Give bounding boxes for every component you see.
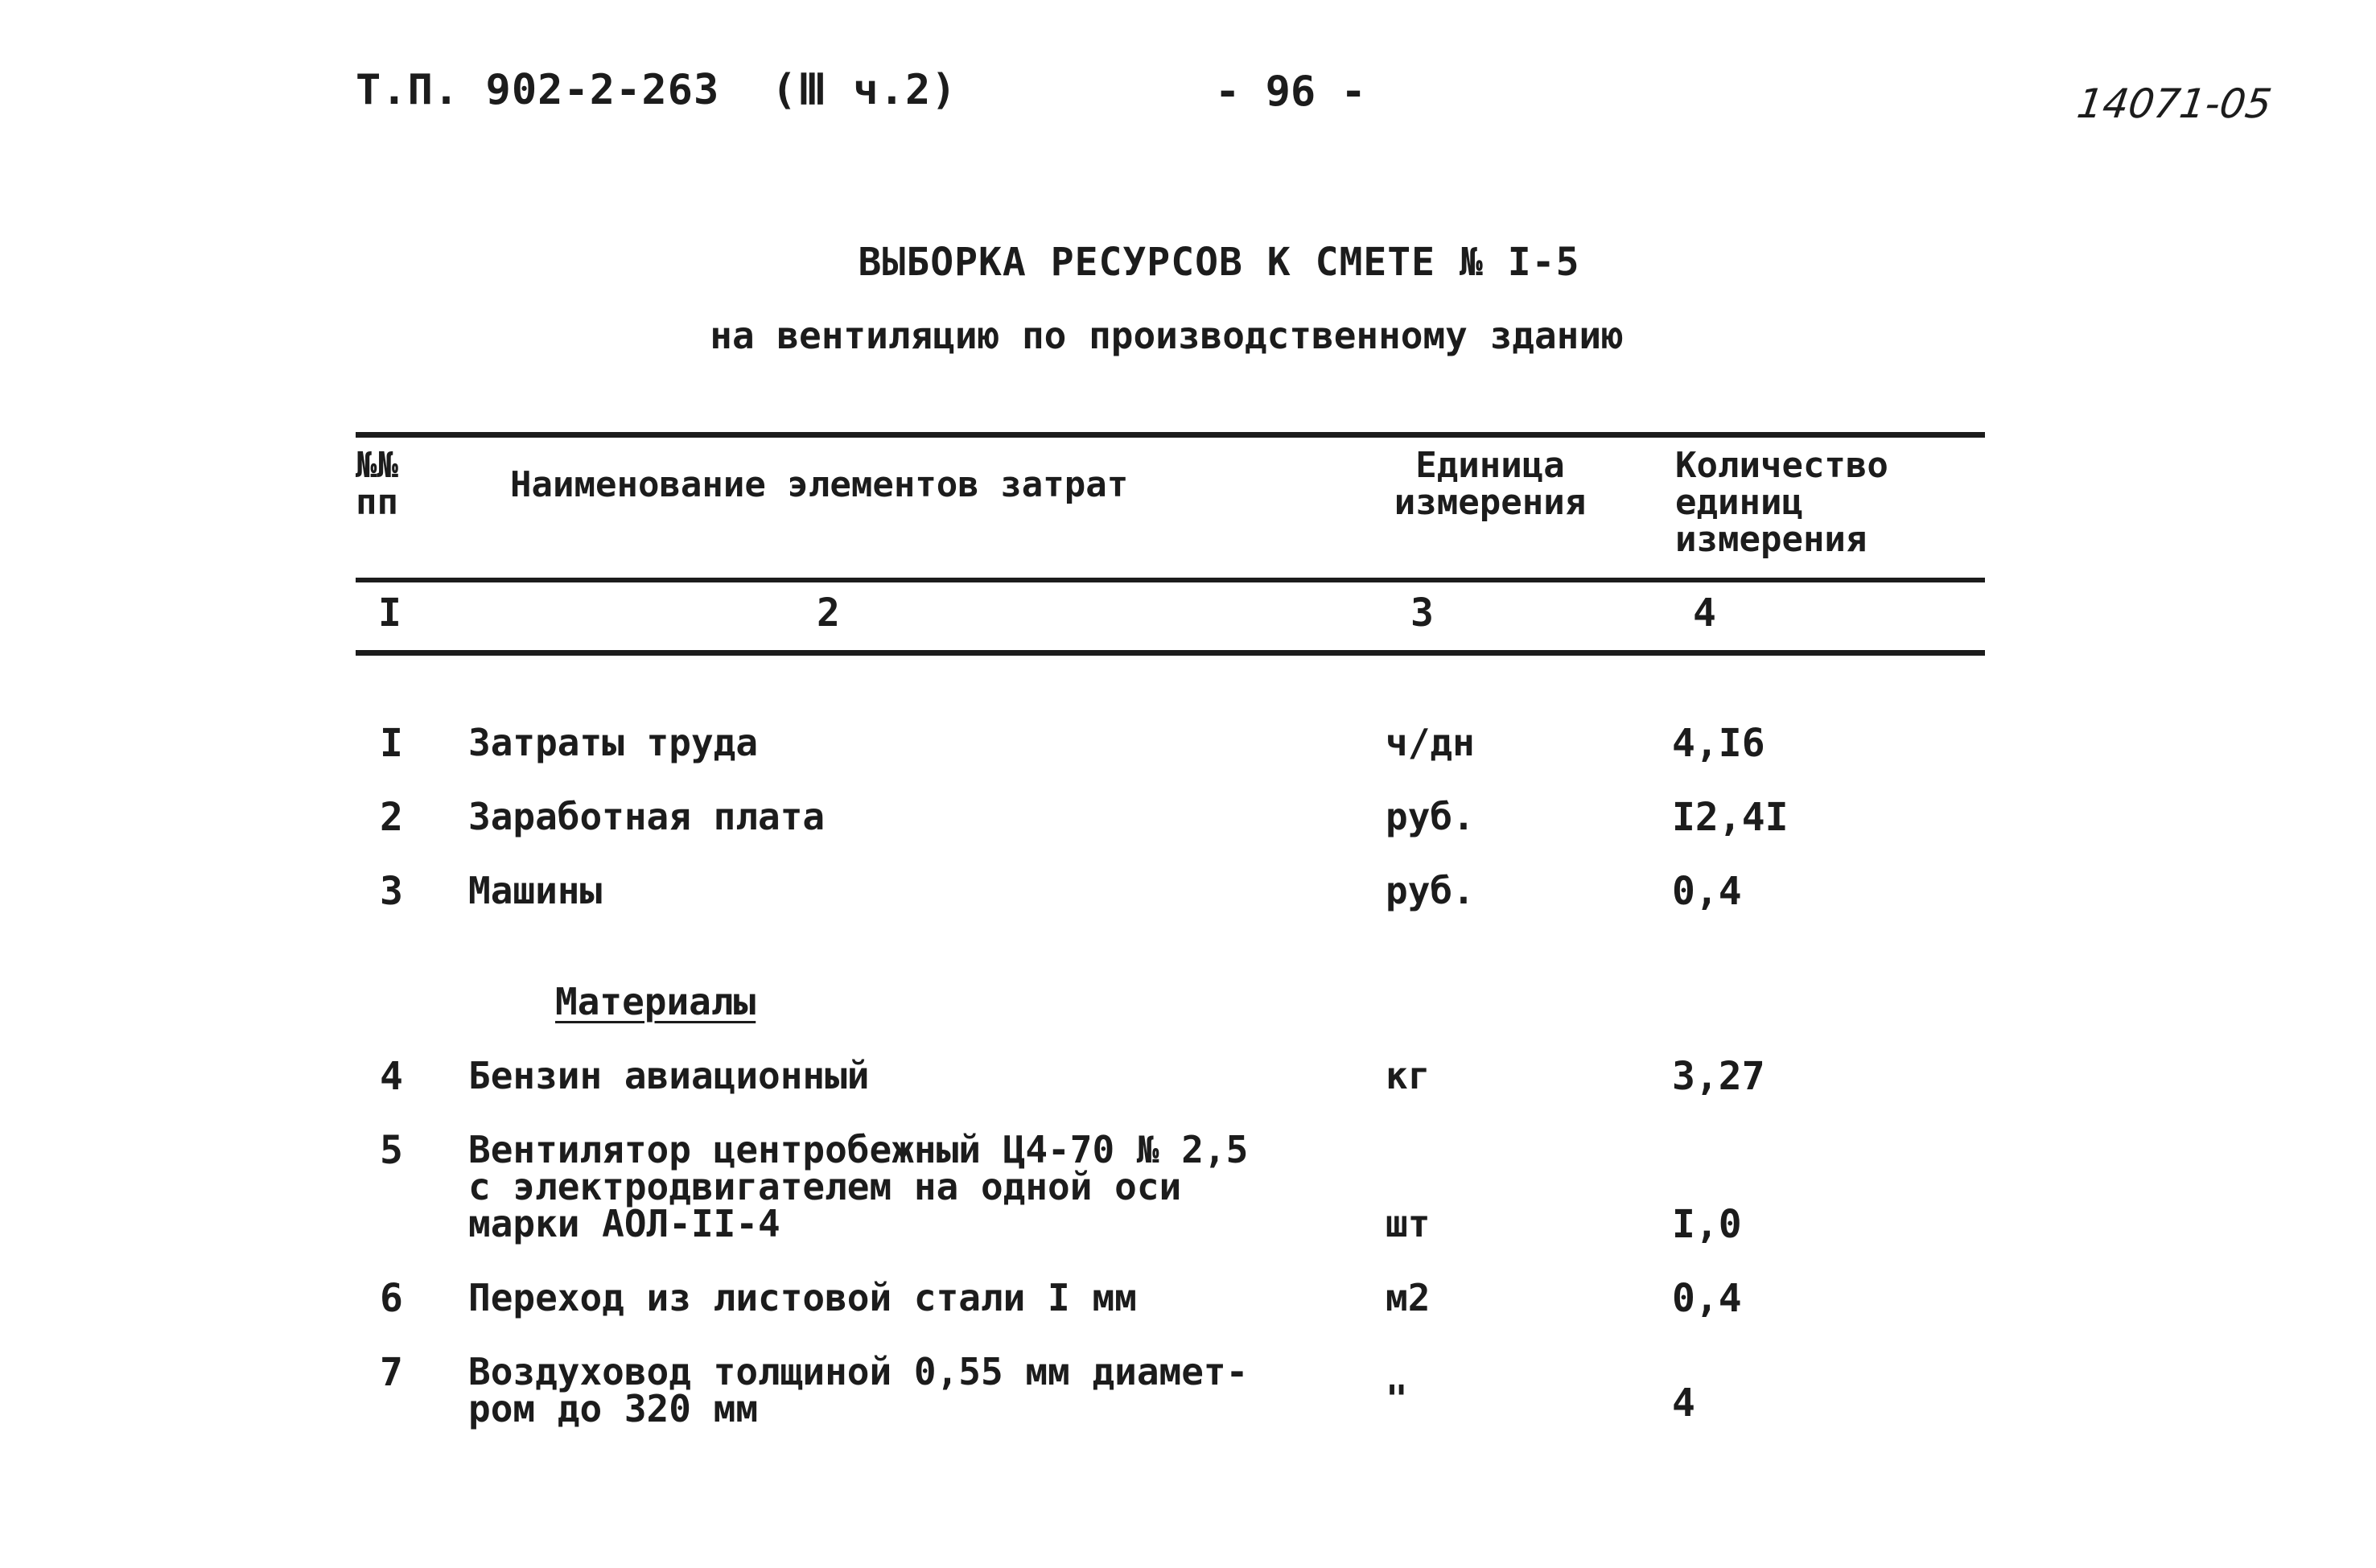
column-number-1: I [378, 591, 401, 636]
column-number-3: 3 [1410, 591, 1434, 636]
header-qty-line3: измерения [1675, 519, 1867, 560]
header-num [356, 447, 398, 521]
row-name: Переход из листовой стали I мм [468, 1276, 1137, 1319]
header-unit-line1: Единица [1415, 445, 1565, 486]
row-number: 4 [380, 1054, 403, 1099]
section-heading-materials: Материалы [555, 980, 756, 1023]
row-unit: м2 [1386, 1276, 1431, 1319]
row-name-line: марки АОЛ-II-4 [468, 1202, 780, 1245]
header-bottom-rule [356, 578, 1985, 582]
row-number: 6 [380, 1276, 403, 1321]
row-unit: шт [1386, 1202, 1431, 1245]
row-name-line: ром до 320 мм [468, 1387, 759, 1430]
header-name: Наименование элементов затрат [510, 464, 1129, 505]
document-code [356, 66, 957, 114]
row-number: 2 [380, 795, 403, 840]
row-name: Бензин авиационный [468, 1054, 870, 1097]
row-qty: I2,4I [1672, 795, 1789, 840]
row-number: I [380, 721, 403, 766]
colnum-bottom-rule [356, 650, 1985, 656]
table-top-rule [356, 432, 1985, 438]
document-title: ВЫБОРКА РЕСУРСОВ К СМЕТЕ № I-5 [858, 240, 1580, 285]
header-num-line1: №№ [356, 445, 398, 486]
row-name-line: Вентилятор центробежный Ц4-70 № 2,5 [468, 1128, 1249, 1171]
column-number-4: 4 [1693, 591, 1716, 636]
row-name: Затраты труда [468, 721, 759, 764]
row-name [468, 1350, 1249, 1430]
row-name: Заработная плата [468, 795, 826, 838]
header-qty [1675, 447, 1888, 558]
row-name [468, 1128, 1249, 1245]
row-unit: руб. [1386, 795, 1475, 838]
header-qty-line1: Количество [1675, 445, 1888, 486]
row-name: Машины [468, 869, 603, 912]
row-number: 5 [380, 1128, 403, 1173]
row-qty: 0,4 [1672, 1276, 1742, 1321]
header-qty-line2: единиц [1675, 482, 1803, 523]
header-num-line2: пп [356, 482, 398, 523]
header-unit-line2: измерения [1394, 482, 1587, 523]
row-qty: 0,4 [1672, 869, 1742, 914]
volume-note: (Ⅲ ч.2) [771, 66, 957, 114]
row-name-line: с электродвигателем на одной оси [468, 1165, 1182, 1208]
row-number: 3 [380, 869, 403, 914]
row-qty: 4,I6 [1672, 721, 1765, 766]
header-unit [1386, 447, 1595, 521]
page-number: - 96 - [1215, 68, 1366, 116]
stamp-number: 14071-05 [2073, 80, 2275, 127]
row-unit: руб. [1386, 869, 1475, 912]
row-qty: I,0 [1672, 1202, 1742, 1247]
row-qty: 3,27 [1672, 1054, 1765, 1099]
row-unit: кг [1386, 1054, 1431, 1097]
row-unit: " [1386, 1377, 1408, 1421]
column-number-2: 2 [817, 591, 840, 636]
row-qty: 4 [1672, 1381, 1695, 1426]
row-name-line: Воздуховод толщиной 0,55 мм диамет- [468, 1350, 1249, 1393]
row-unit: ч/дн [1386, 721, 1475, 764]
doc-code-text: Т.П. 902-2-263 [356, 66, 720, 114]
document-subtitle: на вентиляцию по производственному зданию [710, 314, 1624, 357]
row-number: 7 [380, 1350, 403, 1395]
